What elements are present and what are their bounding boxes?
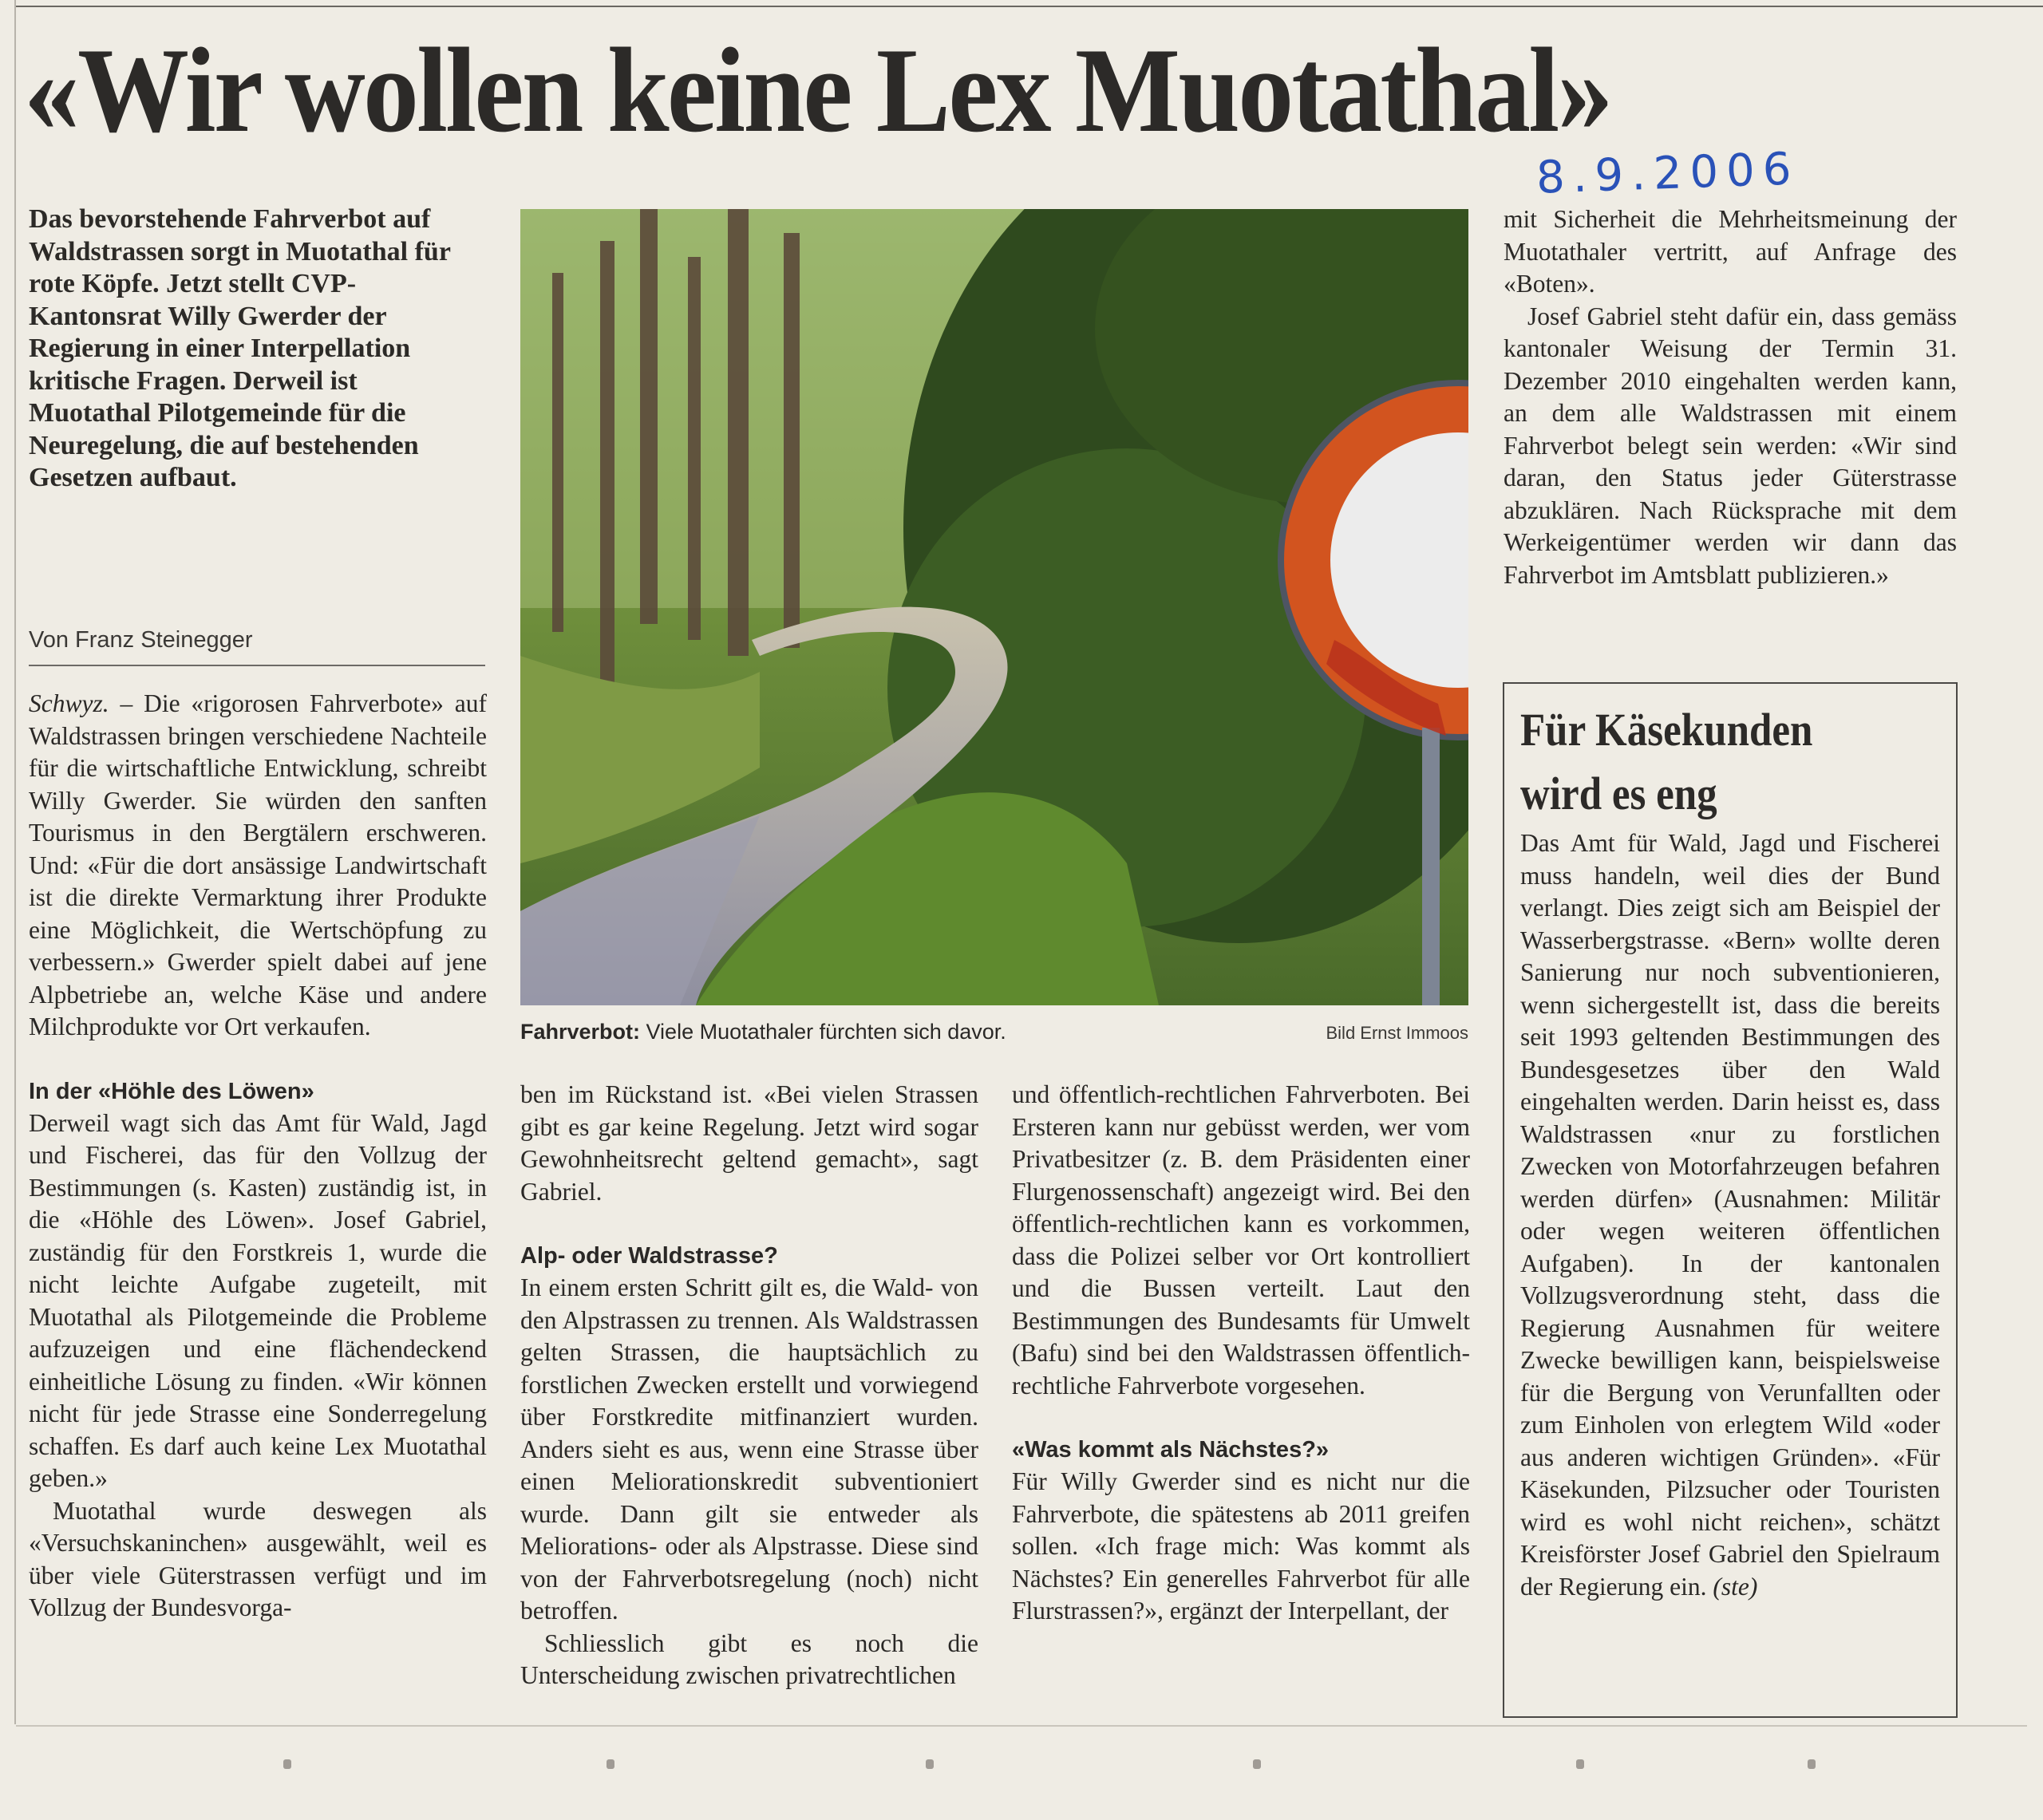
column-1 — [29, 688, 487, 1625]
subhead-naechstes: «Was kommt als Nächstes?» — [1012, 1437, 1330, 1463]
lead-paragraph: Das bevorstehende Fahrverbot auf Waldstrassen sorgt in Muotathal für rote Köpfe. Jetzt stellt CVP-Kantonsrat Willy Gwerder der Regierung in einer Interpellation kritische Fragen. Derweil ist Muotathal Pilotgemeinde für die Neuregelung, die auf bestehenden Gesetzen aufbaut. — [29, 204, 451, 492]
punch-mark — [283, 1759, 291, 1769]
column-2-paragraph-1: ben im Rückstand ist. «Bei vielen Strassen gibt es gar keine Regelung. Jetzt wird sogar Gewohnheitsrecht geltend gemacht», sagt Gabriel. — [520, 1080, 978, 1206]
handwritten-date-stamp: 8.9.2006 — [1535, 143, 1800, 204]
box-title-line-2: wird es eng — [1520, 768, 1717, 819]
punch-mark — [1576, 1759, 1584, 1769]
column-2-paragraph-3: Schliesslich gibt es noch die Unterscheidung zwischen privatrechtlichen — [520, 1629, 978, 1689]
byline: Von Franz Steinegger — [29, 627, 253, 653]
column-1-paragraph-3: Muotathal wurde deswegen als «Versuchskaninchen» ausgewählt, weil es über viele Güterstrassen verfügt und im Vollzug der Bundesvorga- — [29, 1496, 487, 1621]
column-1-text-1: – Die «rigorosen Fahrverbote» auf Waldstrassen bringen verschiedene Nachteile für die wirtschaftliche Entwicklung, schreibt Willy Gwerder. Sie würden den sanften Tourismus in den Bergtälern erschweren. Und: «Für die dort ansässige Landwirtschaft ist die direkte Vermarktung ihrer Produkte eine Möglichkeit, die Wertschöpfung zu verbessern.» Gwerder spielt dabei auf jene Alpbetriebe an, welche Käse und andere Milchprodukte vor Ort verkaufen. — [29, 689, 487, 1040]
column-3-paragraph-1: und öffentlich-rechtlichen Fahrverboten. Bei Ersteren kann nur gebüsst werden, wer vom Privatbesitzer (z. B. dem Präsidenten einer Flurgenossenschaft) angezeigt wird. Bei den öffentlich-rechtlichen kann es vorkommen, dass die Polizei selber vor Ort kontrolliert und die Bussen verteilt. Laut den Bestimmungen des Bundesamts für Umwelt (Bafu) sind bei den Waldstrassen öffentlich-rechtliche Fahrverbote vorgesehen. — [1012, 1080, 1470, 1400]
box-body — [1520, 827, 1940, 1603]
punch-mark — [1253, 1759, 1261, 1769]
dateline: Schwyz. — [29, 689, 109, 717]
photo-credit: Bild Ernst Immoos — [1326, 1023, 1468, 1043]
caption-label: Fahrverbot: — [520, 1020, 641, 1044]
column-2 — [520, 1079, 978, 1692]
left-rule — [14, 0, 16, 1724]
box-title-line-1: Für Käsekunden — [1520, 704, 1813, 756]
column-1-paragraph-2: Derweil wagt sich das Amt für Wald, Jagd und Fischerei, das für den Vollzug der Bestimmungen (s. Kasten) zuständig ist, in die «Höhle des Löwen». Josef Gabriel, zuständig für den Forstkreis 1, wurde die nicht leichte Aufgabe zugeteilt, mit Muotathal als Pilotgemeinde die Probleme aufzuzeigen und eine flächendeckend einheitliche Lösung zu finden. «Wir können nicht für jede Strasse eine Sonderregelung schaffen. Es darf auch keine Lex Muotathal geben.» — [29, 1108, 487, 1492]
column-4-paragraph-2: Josef Gabriel steht dafür ein, dass gemäss kantonaler Weisung der Termin 31. Dezember 2010 eingehalten werden kann, an dem alle Waldstrassen mit einem Fahrverbot belegt sein werden: «Wir sind daran, den Status jeder Güterstrasse abzuklären. Nach Rücksprache mit dem Werkeigentümer werden wir dann das Fahrverbot im Amtsblatt publizieren.» — [1504, 302, 1957, 589]
forest-road-photo — [520, 209, 1468, 1005]
subhead-alp-waldstrasse: Alp- oder Waldstrasse? — [520, 1243, 778, 1269]
column-4-paragraph-1: mit Sicherheit die Mehrheitsmeinung der Muotathaler vertritt, auf Anfrage des «Boten». — [1504, 205, 1957, 298]
box-body-text: Das Amt für Wald, Jagd und Fischerei muss handeln, weil dies der Bund verlangt. Dies zeigt sich am Beispiel der Wasserbergstrasse. «Bern» wollte deren Sanierung nur noch subventionieren, wenn sichergestellt ist, dass die bereits seit 1993 geltenden Bestimmungen des Bundesgesetzes über den Wald eingehalten werden. Darin heisst es, dass Waldstrassen «nur zu forstlichen Zwecken von Motorfahrzeugen befahren werden dürfen» (Ausnahmen: Militär oder wegen weiteren öffentlichen Aufgaben). In der kantonalen Vollzugsverordnung steht, dass die Regierung Ausnahmen für weitere Zwecke bewilligen kann, beispielsweise für die Bergung von Verunfallten oder zum Einholen von erlegtem Wild «oder aus anderen wichtigen Gründen». «Für Käsekunden, Pilzsucher oder Touristen wird es wohl nicht reichen», schätzt Kreisförster Josef Gabriel den Spielraum der Regierung ein. — [1520, 829, 1940, 1601]
column-2-paragraph-2: In einem ersten Schritt gilt es, die Wald- von den Alpstrassen zu trennen. Als Waldstrassen gelten Strassen, die hauptsächlich zu forstlichen Zwecken erstellt und vorwiegend über Forstkredite mitfinanziert wurden. Anders sieht es aus, wenn eine Strasse über einen Meliorationskredit subventioniert wurde. Dann gilt sie entweder als Meliorations- oder als Alpstrasse. Diese sind von der Fahrverbotsregelung (noch) nicht betroffen. — [520, 1273, 978, 1625]
punch-mark — [1808, 1759, 1816, 1769]
box-signature: (ste) — [1713, 1572, 1758, 1601]
info-box — [1503, 682, 1958, 1718]
column-4 — [1504, 203, 1957, 591]
punch-mark — [926, 1759, 934, 1769]
column-3-paragraph-2: Für Willy Gwerder sind es nicht nur die Fahrverbote, die spätestens ab 2011 greifen sollen. «Ich frage mich: Was kommt als Nächstes? Ein generelles Fahrverbot für alle Flurstrassen?», ergänzt der Interpellant, der — [1012, 1467, 1470, 1625]
caption-text: Viele Muotathaler fürchten sich davor. — [640, 1020, 1006, 1044]
photo-illustration — [520, 209, 1468, 1005]
photo-caption — [520, 1020, 1468, 1044]
column-3 — [1012, 1079, 1470, 1628]
top-rule — [16, 6, 2043, 7]
bottom-rule — [16, 1725, 2027, 1727]
subhead-hoehle: In der «Höhle des Löwen» — [29, 1078, 314, 1104]
headline: «Wir wollen keine Lex Muotathal» — [24, 23, 1611, 157]
byline-rule — [29, 665, 485, 666]
punch-mark — [607, 1759, 614, 1769]
column-1-paragraph-1 — [29, 688, 487, 1044]
